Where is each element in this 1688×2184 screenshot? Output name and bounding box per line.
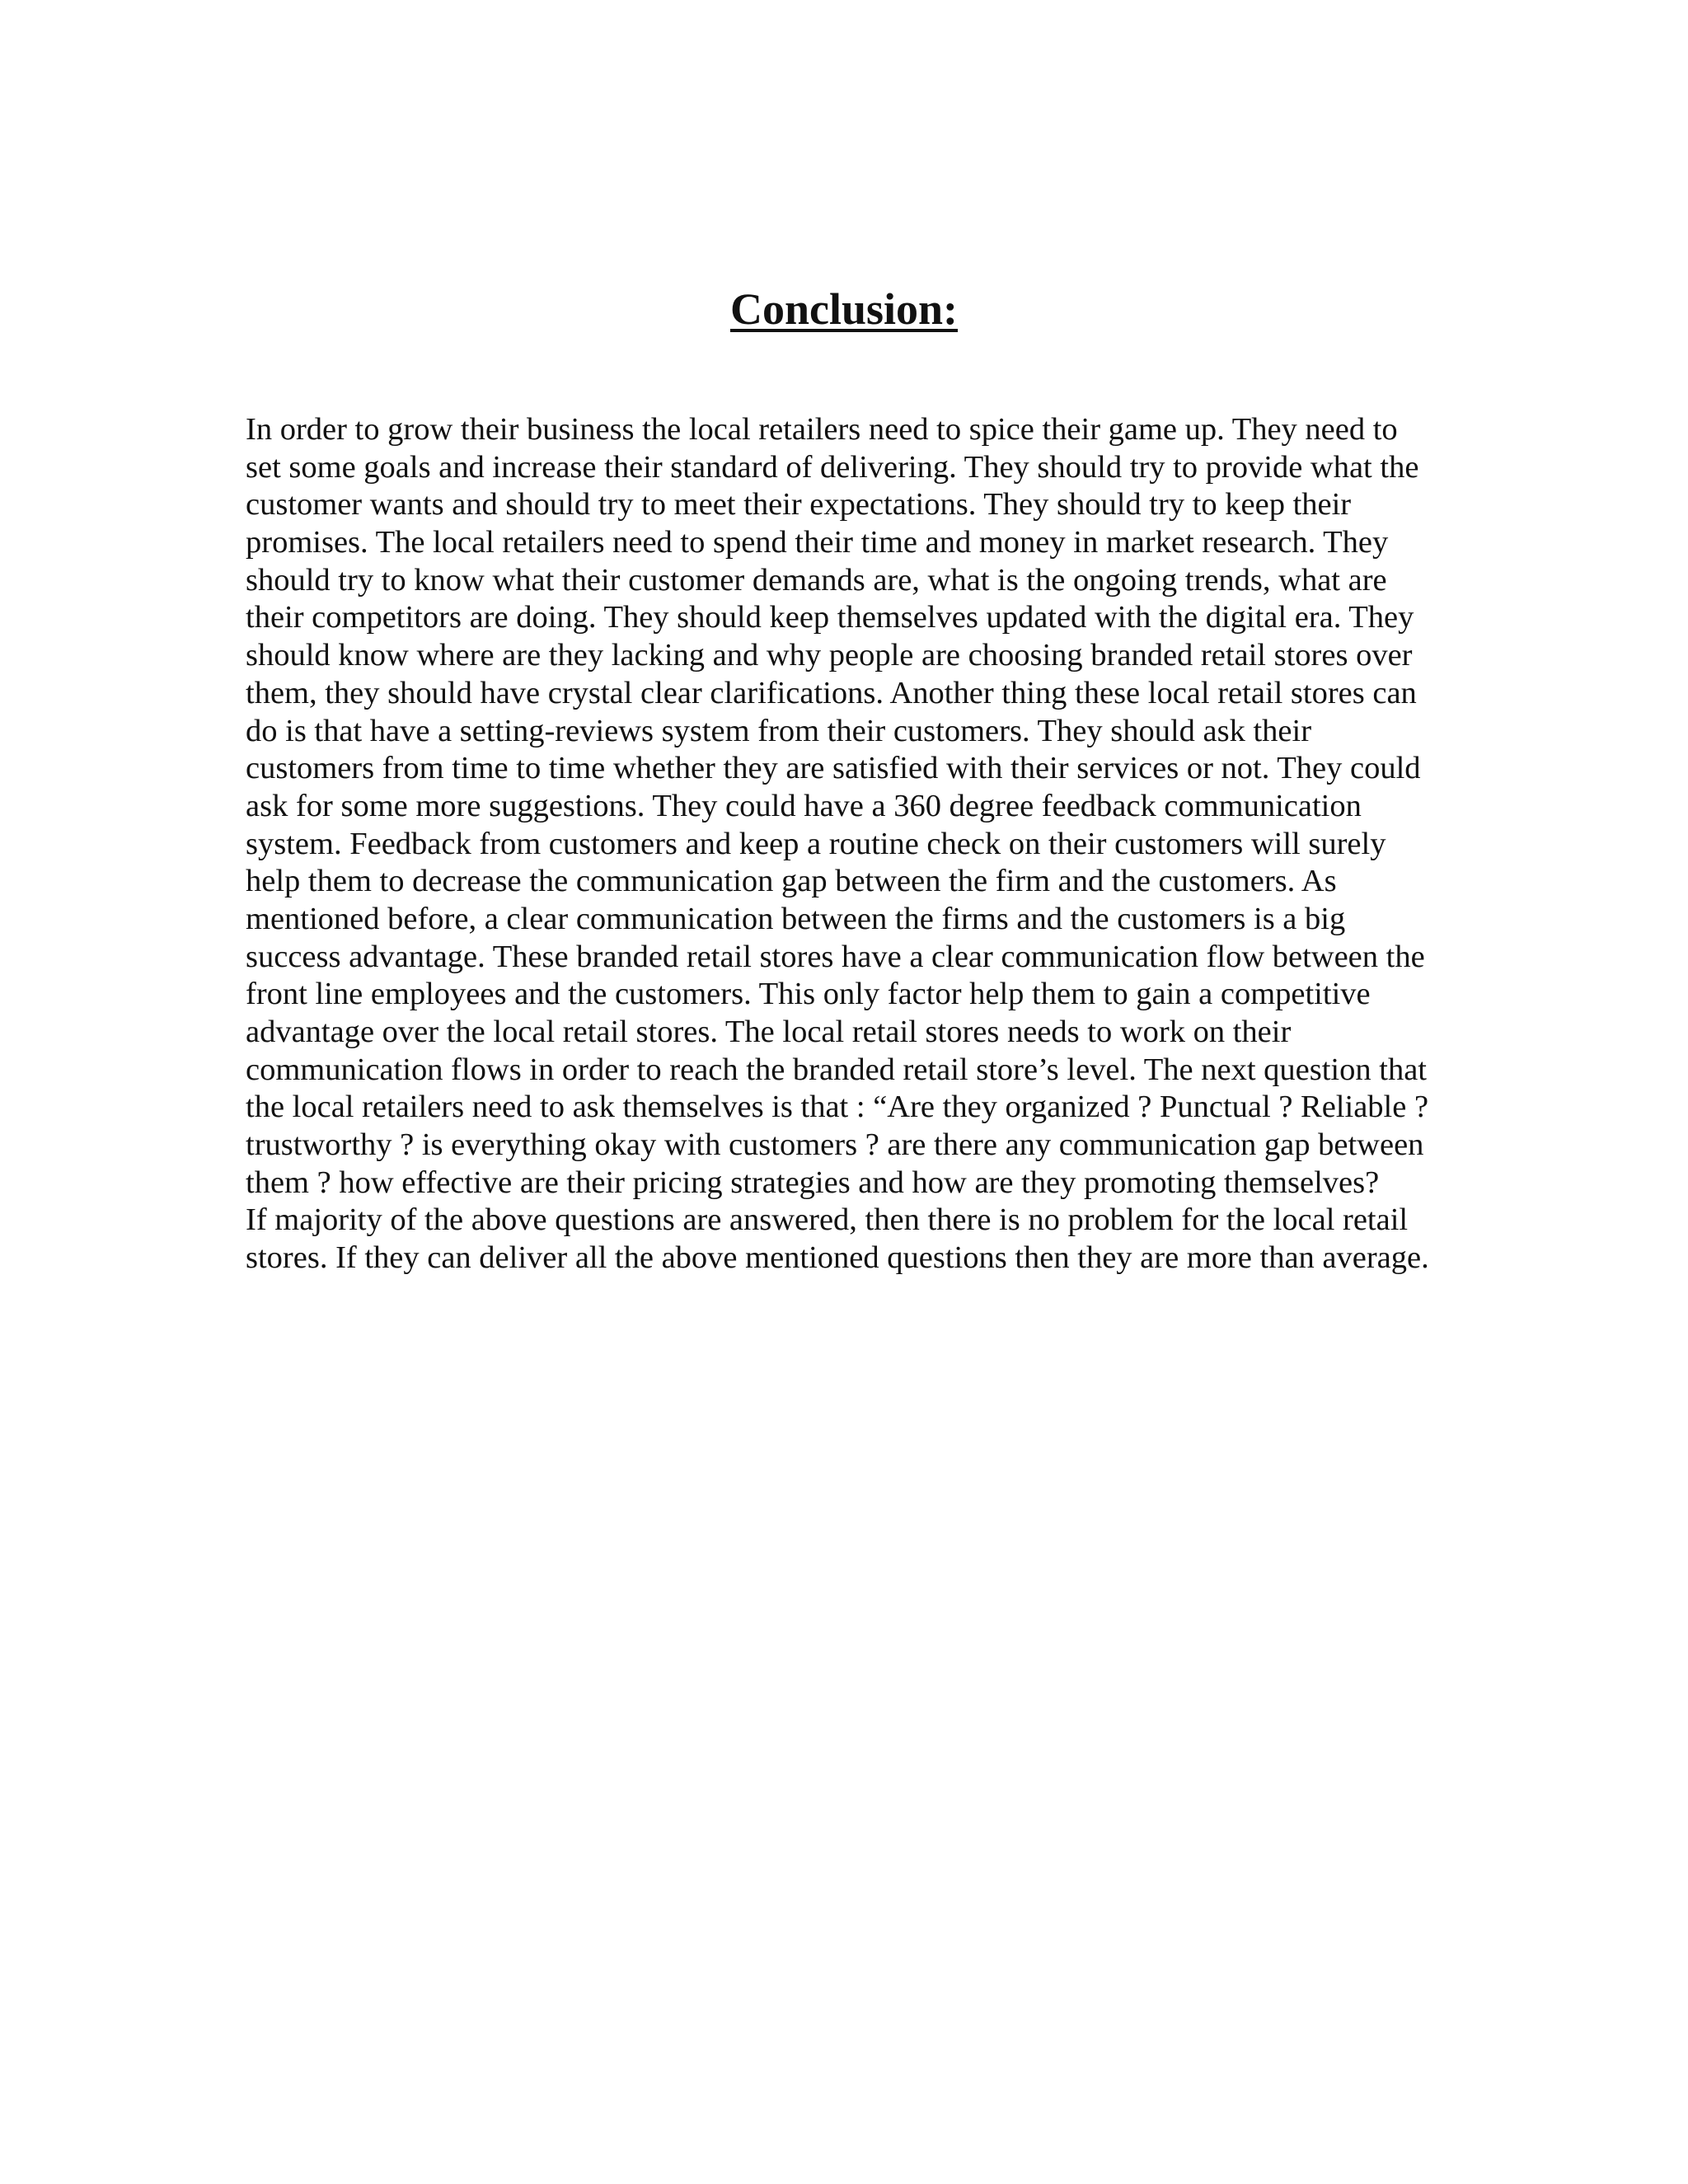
paragraph-line: the local retailers need to ask themselves is that : “Are they organized ? Punctual ? Reliable ? bbox=[246, 1090, 1429, 1125]
paragraph-line: communication flows in order to reach the branded retail store’s level. The next question that bbox=[246, 1052, 1427, 1087]
paragraph-line: help them to decrease the communication gap between the firm and the customers. As bbox=[246, 864, 1337, 899]
paragraph-line: In order to grow their business the local retailers need to spice their game up. They need to bbox=[246, 412, 1398, 447]
paragraph-line: do is that have a setting-reviews system from their customers. They should ask their bbox=[246, 713, 1312, 748]
paragraph-line: promises. The local retailers need to spend their time and money in market research. They bbox=[246, 525, 1389, 560]
paragraph-line: should know where are they lacking and why people are choosing branded retail stores over bbox=[246, 638, 1413, 673]
conclusion-paragraph bbox=[246, 411, 1482, 1277]
page-title-text: Conclusion: bbox=[729, 284, 959, 334]
paragraph-line: success advantage. These branded retail stores have a clear communication flow between the bbox=[246, 939, 1425, 974]
paragraph-line: advantage over the local retail stores. The local retail stores needs to work on their bbox=[246, 1015, 1292, 1049]
paragraph-line: customers from time to time whether they are satisfied with their services or not. They could bbox=[246, 751, 1421, 786]
paragraph-line: If majority of the above questions are answered, then there is no problem for the local retail bbox=[246, 1202, 1409, 1238]
paragraph-line: set some goals and increase their standard of delivering. They should try to provide what the bbox=[246, 449, 1419, 485]
paragraph-line: them ? how effective are their pricing strategies and how are they promoting themselves? bbox=[246, 1165, 1380, 1200]
paragraph-line: should try to know what their customer demands are, what is the ongoing trends, what are bbox=[246, 562, 1387, 598]
paragraph-line: mentioned before, a clear communication between the firms and the customers is a big bbox=[246, 901, 1346, 936]
paragraph-line: ask for some more suggestions. They could have a 360 degree feedback communication bbox=[246, 788, 1362, 823]
paragraph-line: their competitors are doing. They should keep themselves updated with the digital era. They bbox=[246, 600, 1414, 635]
paragraph-line: trustworthy ? is everything okay with customers ? are there any communication gap between bbox=[246, 1127, 1424, 1163]
paragraph-line: them, they should have crystal clear clarifications. Another thing these local retail stores can bbox=[246, 675, 1417, 710]
page-title bbox=[0, 280, 1688, 338]
paragraph-line: stores. If they can deliver all the above mentioned questions then they are more than average. bbox=[246, 1240, 1429, 1276]
paragraph-line: front line employees and the customers. This only factor help them to gain a competitive bbox=[246, 977, 1371, 1012]
paragraph-line: system. Feedback from customers and keep a routine check on their customers will surely bbox=[246, 826, 1386, 861]
paragraph-line: customer wants and should try to meet their expectations. They should try to keep their bbox=[246, 487, 1352, 523]
